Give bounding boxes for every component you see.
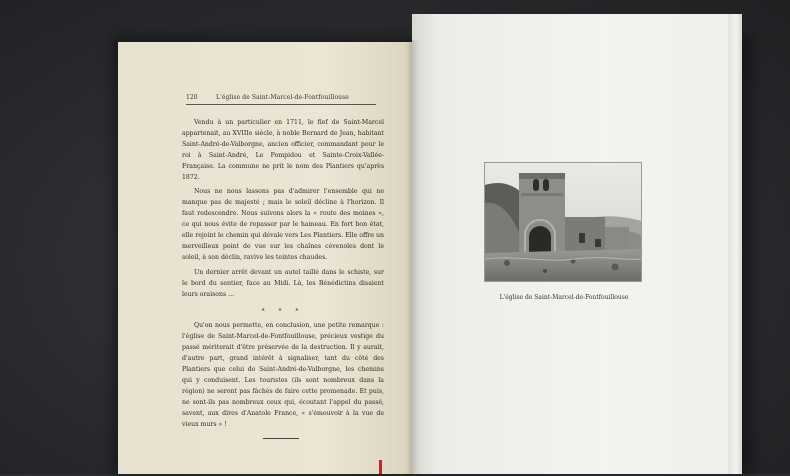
paragraph: Un dernier arrêt devant un autel taillé dans le schiste, sur le bord du sentier, face au Midi. Là, les Bénédictins disaient leurs oraisons ... xyxy=(182,268,384,298)
paragraph: Nous ne nous lassons pas d'admirer l'ensemble qui ne manque pas de majesté ; mais le soleil décline à l'horizon. Il faut redescendre. Nous suivons alors la « route des moines », ce qui nous évite de repasser par le hameau. En fort bon état, elle rejoint le chemin qui dévale vers Les Plantiers. Elle offre un merveilleux point de vue sur les chaînes cévenoles dont le soleil, à son déclin, ravive les teintes chaudes. xyxy=(182,188,384,261)
end-rule xyxy=(263,438,299,439)
running-head-title: L'église de Saint-Marcel-de-Fontfouillouse xyxy=(216,94,349,101)
page-number: 120 xyxy=(186,94,198,101)
body-text xyxy=(182,118,384,430)
right-page xyxy=(412,14,730,474)
page-edges xyxy=(728,14,742,474)
paragraph: Qu'on nous permette, en conclusion, une petite remarque : l'église de Saint-Marcel-de-Fontfouillouse, précieux vestige du passé mériterait d'être préservée de la destruction. Il y aurait, d'autre part, grand intérêt à signaliser, tant du côté des Plantiers que celui de Saint-André-de-Valborgne, les chemins qui y conduisent. Les touristes (ils sont nombreux dans la région) ne seront pas fâchés de faire cette promenade. Et puis, ne sont-ils pas nombreux ceux qui, écoutant l'appel du passé, savent, aux dires d'Anatole France, « s'émouvoir à la vue de vieux murs » ! xyxy=(182,322,384,428)
section-separator: * * * xyxy=(261,307,305,315)
church-photo xyxy=(484,162,642,282)
bookmark-ribbon xyxy=(379,460,382,474)
photo-caption: L'église de Saint-Marcel-de-Fontfouillouse xyxy=(499,294,629,301)
header-rule xyxy=(186,104,376,105)
book-gutter xyxy=(406,40,420,474)
left-page xyxy=(118,42,416,474)
paragraph: Vendu à un particulier en 1711, le fief de Saint-Marcel appartenait, au XVIIIe siècle, à noble Bernard de Jean, habitant Saint-André-de-Valborgne, ancien officier, commandant pour le roi à Saint-André, Le Pompidou et Sainte-Croix-Vallée-Française. La commune ne prit le nom des Plantiers qu'après 1872. xyxy=(182,119,384,181)
